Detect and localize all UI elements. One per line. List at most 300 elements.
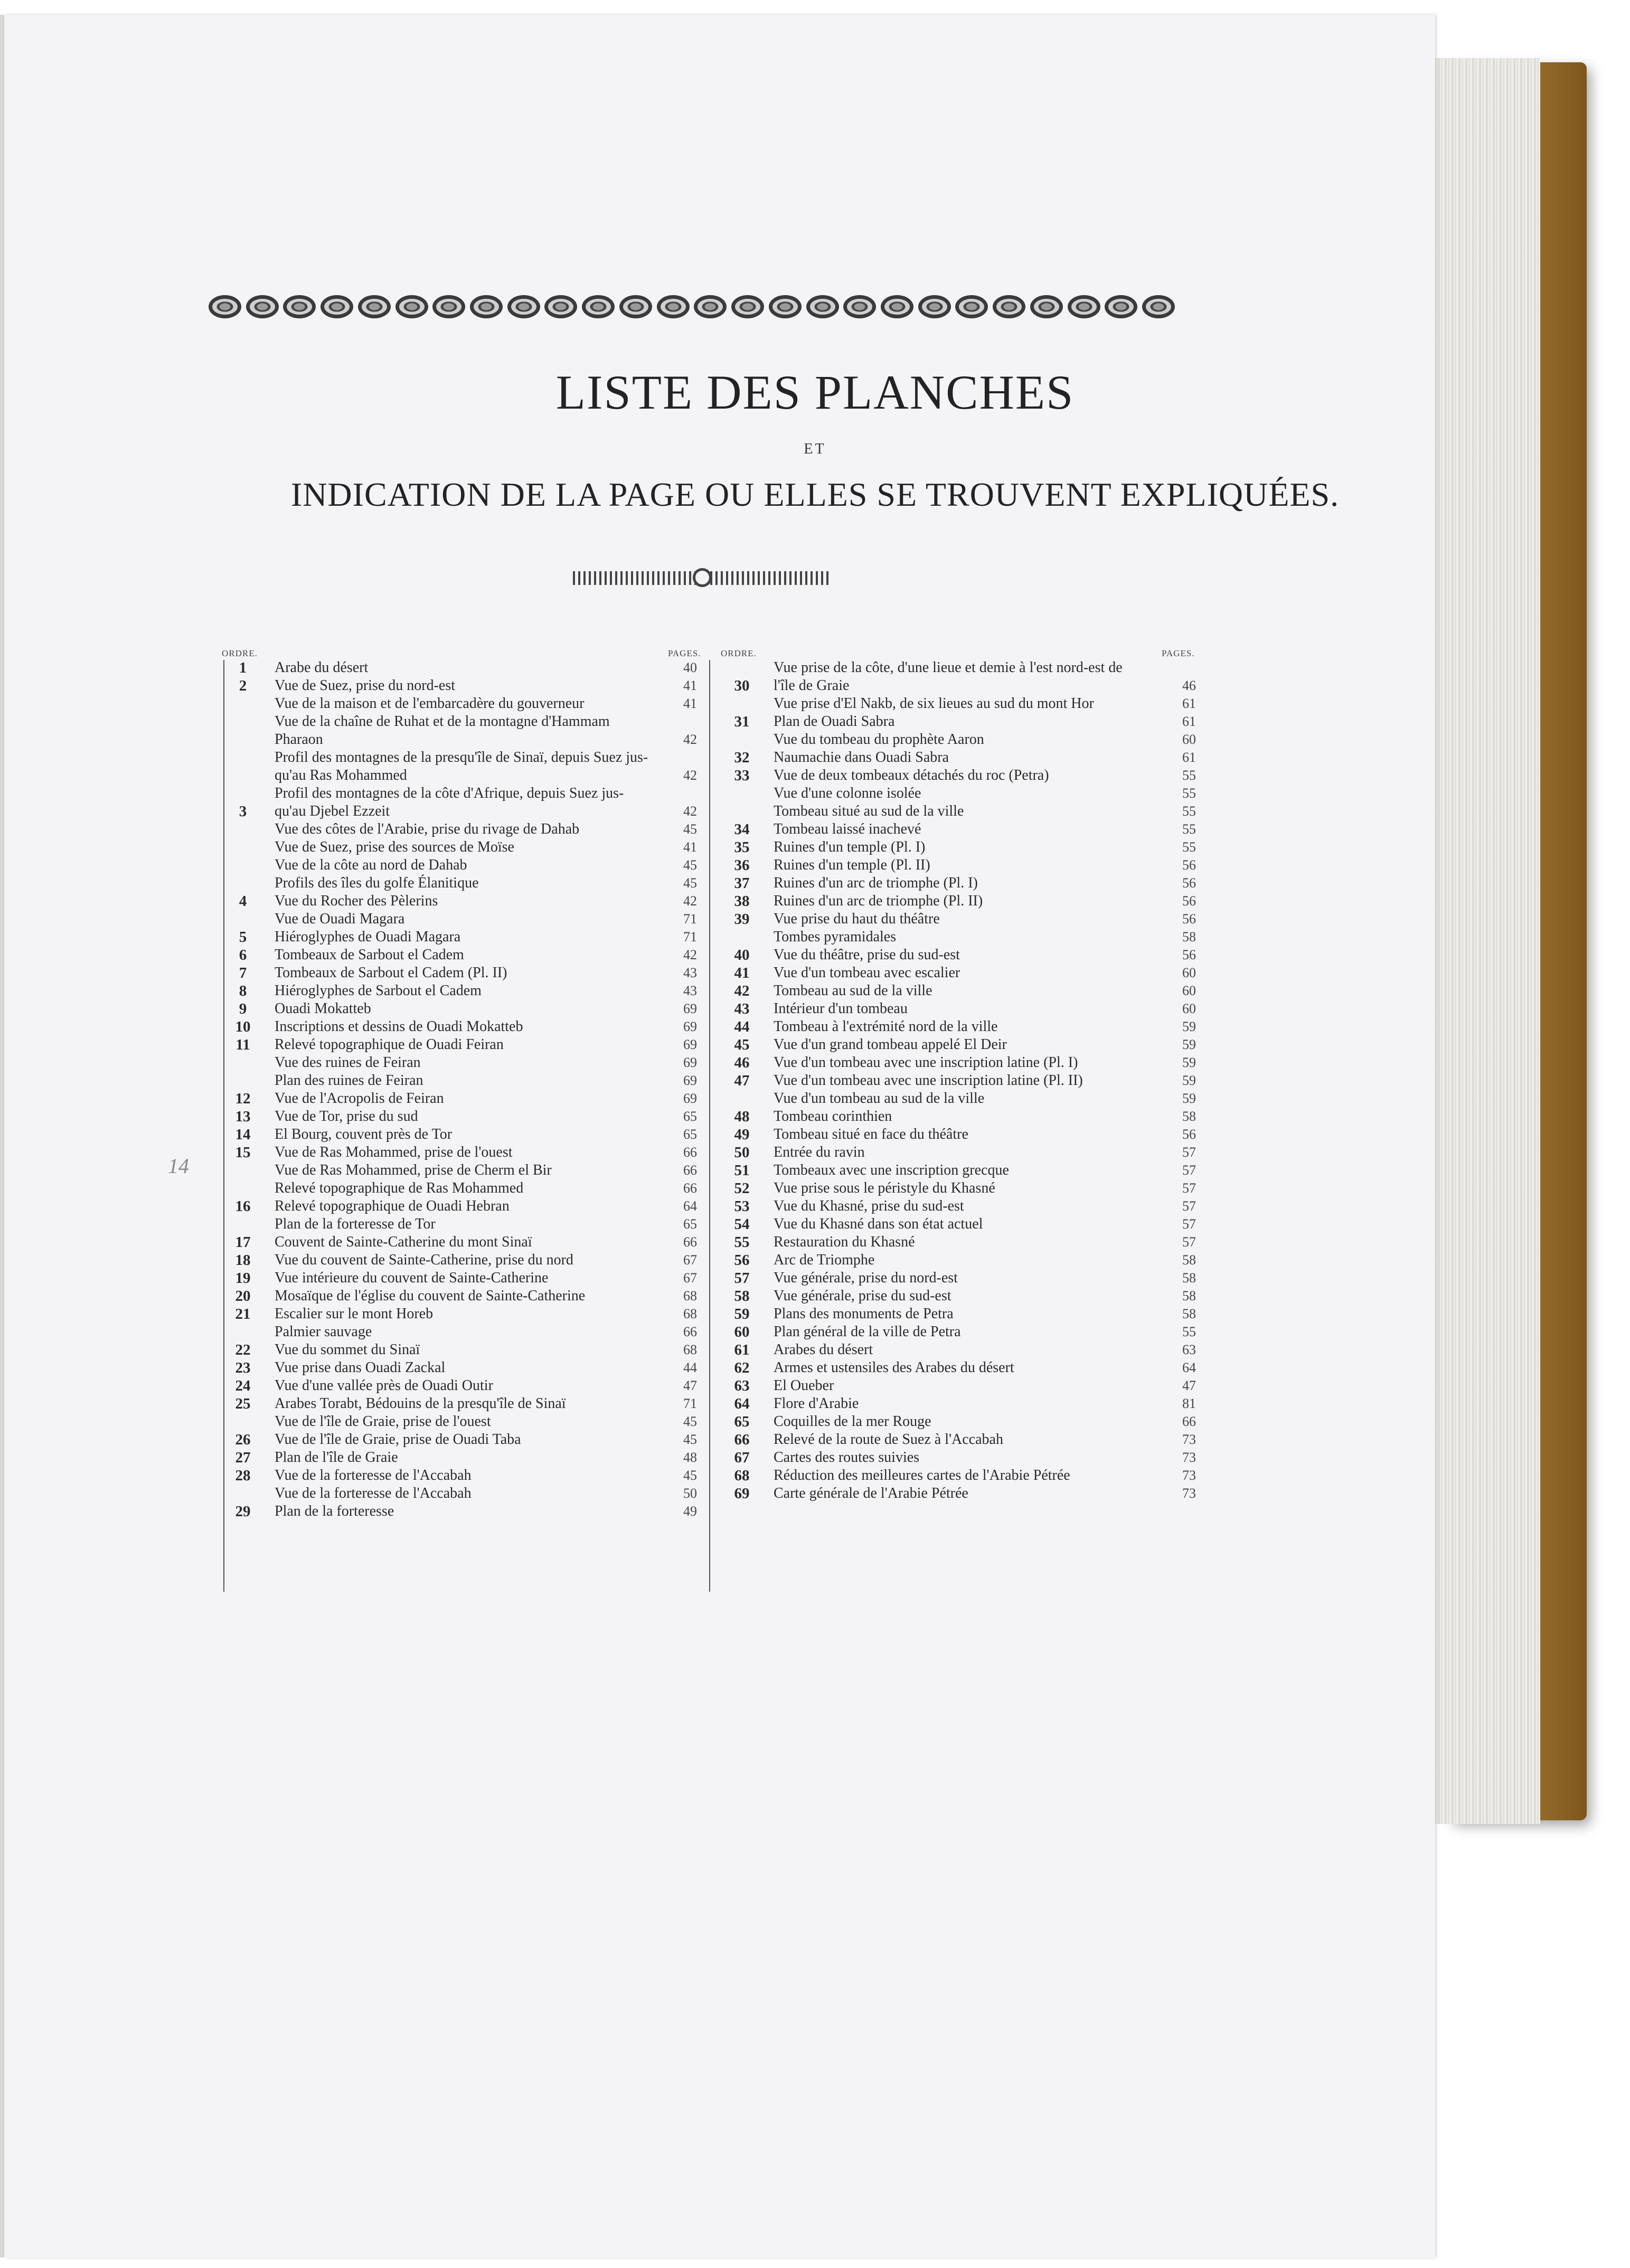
plate-description: Vue prise dans Ouadi Zackal [275,1359,446,1376]
plate-description: Ruines d'un temple (Pl. II) [774,857,930,873]
plate-description: Plan de la forteresse [275,1503,394,1519]
plate-list-row [222,1502,697,1520]
plate-list-row [222,874,697,892]
plate-number: 6 [239,947,247,963]
plate-list-row [222,1108,697,1126]
plate-description: Vue de Ouadi Magara [275,911,405,927]
plate-list-row [721,964,1196,982]
plate-number [721,928,763,946]
plate-list-row [222,713,697,731]
plate-page-number: 64 [1182,1360,1196,1375]
plate-list-row [222,1269,697,1287]
plate-list-row [222,1036,697,1054]
plate-list-row [721,892,1196,910]
plate-description: Vue d'un tombeau avec une inscription latine (Pl. II) [774,1072,1083,1089]
plate-page-number: 73 [1182,1432,1196,1447]
plate-description: Plan de la forteresse de Tor [275,1216,436,1232]
plate-number: 17 [235,1234,251,1251]
plate-list-row [721,1287,1196,1305]
plate-page-number: 73 [1182,1486,1196,1501]
plate-page-number: 40 [683,660,697,675]
plate-number: 49 [734,1126,750,1143]
plate-page-number [1166,659,1196,677]
plate-description: Vue d'un grand tombeau appelé El Deir [774,1036,1007,1053]
plate-list-row [222,1215,697,1233]
left-pages-header: PAGES. [668,648,701,658]
plate-number: 21 [235,1306,251,1322]
plate-page-number: 56 [1182,947,1196,962]
plate-description: Vue prise du haut du théâtre [774,911,940,927]
plate-description: Vue des côtes de l'Arabie, prise du rivage de Dahab [275,821,580,837]
plate-description: Vue de deux tombeaux détachés du roc (Petra) [774,767,1049,783]
plate-list-row [721,695,1196,713]
plate-page-number: 66 [683,1324,697,1339]
plate-page-number: 59 [1182,1037,1196,1052]
plate-list-row [222,695,697,713]
plate-page-number: 42 [683,893,697,909]
plate-list-row [721,1233,1196,1251]
plate-page-number: 58 [1182,1288,1196,1303]
plate-list-row [222,892,697,910]
plate-description: Vue d'une vallée près de Ouadi Outir [275,1377,493,1394]
plate-number: 32 [734,749,750,766]
plate-page-number: 66 [1182,1414,1196,1429]
plate-page-number: 42 [683,732,697,747]
plate-description: Relevé topographique de Ras Mohammed [275,1180,524,1196]
plate-number: 68 [734,1467,750,1484]
plate-list-row [222,1431,697,1449]
plate-page-number: 45 [683,875,697,891]
plate-number: 9 [239,1000,247,1017]
plate-list-row [222,1395,697,1413]
plate-page-number: 69 [683,1091,697,1106]
plate-list-row [721,946,1196,964]
plate-page-number: 68 [683,1288,697,1303]
plate-description: Vue du Rocher des Pèlerins [275,893,438,909]
plate-number: 35 [734,839,750,856]
plate-page-number: 44 [683,1360,697,1375]
plate-page-number: 45 [683,857,697,873]
plate-description: Tombeau situé en face du théâtre [774,1126,968,1142]
plate-description: Tombes pyramidales [774,929,897,945]
plate-number: 11 [235,1036,250,1053]
plate-description: Vue de l'Acropolis de Feiran [275,1090,444,1107]
plate-description: Tombeaux de Sarbout el Cadem [275,947,464,963]
left-ordre-header: ORDRE. [222,648,258,658]
plate-number: 13 [235,1108,251,1125]
plate-number: 23 [235,1359,251,1376]
plate-page-number: 73 [1182,1468,1196,1483]
plate-description: El Bourg, couvent près de Tor [275,1126,453,1142]
plate-list-row [721,1251,1196,1269]
plate-description: Vue du couvent de Sainte-Catherine, prise du nord [275,1252,573,1268]
plate-page-number: 60 [1182,732,1196,747]
plate-list-row [222,1090,697,1108]
plate-page-number: 55 [1182,804,1196,819]
plate-number: 65 [734,1413,750,1430]
plate-number: 61 [734,1341,750,1358]
plate-number [222,749,264,767]
plate-description: Vue de Tor, prise du sud [275,1108,418,1124]
plate-number: 44 [734,1018,750,1035]
plate-list-row [721,713,1196,731]
plate-number: 7 [239,965,247,981]
plate-list-row [222,1449,697,1467]
margin-pencil-note: 14 [168,1154,189,1178]
plate-list-row [222,1341,697,1359]
plate-list-row [222,1467,697,1485]
plate-list-row [721,1485,1196,1502]
plate-page-number: 41 [683,696,697,711]
plate-number: 60 [734,1324,750,1340]
plate-list-row [721,1161,1196,1179]
plate-page-number [667,749,697,767]
plate-list-row [222,1305,697,1323]
plate-description: Profil des montagnes de la côte d'Afrique, depuis Suez jus- [275,785,624,801]
plate-list-row [721,731,1196,749]
plate-description: Plan général de la ville de Petra [774,1324,961,1340]
plate-page-number: 66 [683,1145,697,1160]
plate-description: Inscriptions et dessins de Ouadi Mokatteb [275,1018,523,1035]
plate-number: 15 [235,1144,251,1161]
plate-list-row [222,677,697,695]
plate-list-row [222,1018,697,1036]
plate-description: Tombeau au sud de la ville [774,982,932,999]
page-title: LISTE DES PLANCHES [555,365,1075,419]
plate-description: Vue de l'île de Graie, prise de l'ouest [275,1413,491,1430]
plate-list-row [721,928,1196,946]
plate-list-row [721,1269,1196,1287]
plate-list-row [721,874,1196,892]
plate-number: 47 [734,1072,750,1089]
plate-description: Vue du tombeau du prophète Aaron [774,731,984,748]
plate-number [222,1054,264,1072]
plate-number [222,1072,264,1090]
plate-number: 54 [734,1216,750,1233]
plate-list-row [721,1179,1196,1197]
plate-number: 62 [734,1359,750,1376]
plate-list-row [222,767,697,785]
plate-list-row [721,1431,1196,1449]
plate-number: 1 [239,659,247,676]
plate-description: Profils des îles du golfe Élanitique [275,875,479,891]
plate-number: 39 [734,911,750,928]
plate-description: El Oueber [774,1377,834,1394]
plate-page-number: 65 [683,1109,697,1124]
page-subtitle: INDICATION DE LA PAGE OU ELLES SE TROUVENT EXPLIQUÉES. [290,476,1340,513]
plate-page-number: 67 [683,1252,697,1268]
plate-list-row [721,1197,1196,1215]
plate-description: Vue de Ras Mohammed, prise de l'ouest [275,1144,513,1160]
plate-page-number: 57 [1182,1145,1196,1160]
plate-number: 43 [734,1000,750,1017]
plate-description: Vue de Suez, prise des sources de Moïse [275,839,514,855]
plate-list-row [222,785,697,802]
plate-list-row [721,1090,1196,1108]
plate-number [721,1090,763,1108]
plate-description: Vue de l'île de Graie, prise de Ouadi Taba [275,1431,521,1448]
plate-number [222,785,264,802]
plate-page-number: 63 [1182,1342,1196,1357]
plate-list-row [721,802,1196,820]
plate-page-number: 60 [1182,965,1196,980]
plate-description: Vue du théâtre, prise du sud-est [774,947,960,963]
plate-description: Arc de Triomphe [774,1252,875,1268]
plate-list-row [222,731,697,749]
plate-description: Armes et ustensiles des Arabes du désert [774,1359,1014,1376]
plate-number: 56 [734,1252,750,1269]
plate-number: 25 [235,1395,251,1412]
plate-description: Relevé topographique de Ouadi Hebran [275,1198,510,1214]
plate-number: 36 [734,857,750,874]
plate-page-number: 68 [683,1342,697,1357]
plate-number [721,659,763,677]
plate-page-number: 45 [683,1414,697,1429]
plate-description: Relevé topographique de Ouadi Feiran [275,1036,504,1053]
plate-page-number: 68 [683,1306,697,1321]
plate-description: Ruines d'un arc de triomphe (Pl. II) [774,893,983,909]
plate-number [222,1179,264,1197]
small-ornament-rule [573,571,832,585]
plate-description: Palmier sauvage [275,1324,372,1340]
plate-description: Vue de Suez, prise du nord-est [275,677,456,694]
plate-number: 22 [235,1341,251,1358]
plate-list-row [222,928,697,946]
plate-list-row [721,1108,1196,1126]
plate-page-number: 55 [1182,1324,1196,1339]
plate-number: 12 [235,1090,251,1107]
plate-number: 50 [734,1144,750,1161]
plate-page-number: 49 [683,1504,697,1519]
plate-page-number: 61 [1182,714,1196,729]
plate-number [222,1323,264,1341]
plate-description: Arabe du désert [275,659,369,676]
plate-list-row [222,1072,697,1090]
plate-description: Vue d'un tombeau au sud de la ville [774,1090,985,1107]
plate-number [222,1215,264,1233]
plate-page-number: 45 [683,1432,697,1447]
plate-description: Tombeaux avec une inscription grecque [774,1162,1009,1178]
plate-list-row [721,1036,1196,1054]
plate-number [222,1485,264,1502]
plate-page-number: 60 [1182,1001,1196,1016]
page-stack-edges [1426,58,1540,1824]
plate-description: Vue d'un tombeau avec une inscription latine (Pl. I) [774,1054,1078,1071]
plate-page-number: 56 [1182,911,1196,927]
plate-list-row [222,1144,697,1161]
plate-number: 58 [734,1288,750,1305]
plate-description: Vue du Khasné dans son état actuel [774,1216,983,1232]
plate-page-number: 43 [683,965,697,980]
page-sheet [4,15,1435,2257]
plate-number [222,695,264,713]
plate-page-number: 46 [1182,678,1196,693]
plate-page-number: 66 [683,1180,697,1196]
plate-number [222,713,264,731]
plate-number: 69 [734,1485,750,1502]
plate-list-row [721,1018,1196,1036]
plate-page-number: 47 [1182,1378,1196,1393]
plate-page-number: 59 [1182,1073,1196,1088]
plate-number: 33 [734,767,750,784]
plate-number: 29 [235,1503,251,1520]
plate-number: 64 [734,1395,750,1412]
plate-description: Hiéroglyphes de Sarbout el Cadem [275,982,482,999]
top-ornament-band [209,287,1175,327]
plate-number: 5 [239,929,247,946]
plate-description: Naumachie dans Ouadi Sabra [774,749,949,766]
plate-page-number: 73 [1182,1450,1196,1465]
plate-number [721,695,763,713]
plate-list-row [222,1251,697,1269]
plate-number: 19 [235,1270,251,1287]
plate-list-row [222,659,697,677]
plate-description: Mosaïque de l'église du couvent de Sainte-Catherine [275,1288,586,1304]
plate-list-row [721,1377,1196,1395]
plate-description: Hiéroglyphes de Ouadi Magara [275,929,461,945]
plate-page-number: 69 [683,1055,697,1070]
plate-description: Relevé de la route de Suez à l'Accabah [774,1431,1003,1448]
plate-page-number: 58 [1182,1306,1196,1321]
plate-number: 42 [734,982,750,999]
plate-number: 18 [235,1252,251,1269]
plate-list-row [721,1467,1196,1485]
plate-page-number: 57 [1182,1198,1196,1214]
plate-page-number: 56 [1182,875,1196,891]
plate-description: Ruines d'un temple (Pl. I) [774,839,926,855]
plate-number: 34 [734,821,750,838]
plate-page-number: 50 [683,1486,697,1501]
plate-list-row [222,749,697,767]
plate-page-number: 69 [683,1073,697,1088]
plate-description: Vue prise d'El Nakb, de six lieues au sud du mont Hor [774,695,1094,712]
plate-description: Plan des ruines de Feiran [275,1072,423,1089]
plate-description: Vue d'un tombeau avec escalier [774,965,960,981]
plate-number [222,820,264,838]
plate-number: 27 [235,1449,251,1466]
plate-page-number: 59 [1182,1055,1196,1070]
plate-list-row [721,856,1196,874]
plate-description: Vue de la forteresse de l'Accabah [275,1485,472,1501]
plate-description: Vue de Ras Mohammed, prise de Cherm el Bir [275,1162,552,1178]
plate-number: 46 [734,1054,750,1071]
plate-description: Vue prise sous le péristyle du Khasné [774,1180,995,1196]
plate-page-number: 43 [683,983,697,998]
plate-number: 10 [235,1018,251,1035]
plate-description: Vue générale, prise du sud-est [774,1288,951,1304]
plate-page-number: 48 [683,1450,697,1465]
plate-page-number: 58 [1182,929,1196,944]
plate-page-number: 57 [1182,1234,1196,1250]
plate-list-row [721,749,1196,767]
plate-page-number: 41 [683,678,697,693]
plate-number: 31 [734,713,750,730]
plate-number [222,910,264,928]
plate-list-row [222,1359,697,1377]
plate-list-row [721,1413,1196,1431]
plate-number: 66 [734,1431,750,1448]
plate-number: 55 [734,1234,750,1251]
plate-number: 24 [235,1377,251,1394]
plate-list-row [721,1323,1196,1341]
plate-list-row [222,856,697,874]
plate-description: Coquilles de la mer Rouge [774,1413,931,1430]
plate-number: 20 [235,1288,251,1305]
plate-number [222,1161,264,1179]
plate-number [222,767,264,785]
plate-list-row [721,1305,1196,1323]
plate-description: Vue du sommet du Sinaï [275,1341,420,1358]
plate-page-number: 81 [1182,1396,1196,1411]
plate-description: Entrée du ravin [774,1144,865,1160]
plate-page-number: 57 [1182,1163,1196,1178]
plate-list-row [222,1233,697,1251]
plate-number: 30 [734,677,750,694]
plate-description: Escalier sur le mont Horeb [275,1306,434,1322]
plate-description: Vue prise de la côte, d'une lieue et demie à l'est nord-est de [774,659,1123,676]
plate-list-row [222,910,697,928]
plate-page-number: 58 [1182,1270,1196,1286]
plate-number: 53 [734,1198,750,1215]
plate-page-number: 55 [1182,839,1196,855]
plate-page-number: 42 [683,947,697,962]
plate-page-number: 60 [1182,983,1196,998]
plate-number: 28 [235,1467,251,1484]
plate-page-number: 71 [683,929,697,944]
plate-page-number: 61 [1182,696,1196,711]
plate-description: Vue générale, prise du nord-est [774,1270,958,1286]
plate-page-number: 61 [1182,750,1196,765]
plate-description: Intérieur d'un tombeau [774,1000,908,1017]
center-rule [709,660,710,1592]
plate-description: Tombeau à l'extrémité nord de la ville [774,1018,998,1035]
plate-page-number: 56 [1182,893,1196,909]
plate-list-row [721,910,1196,928]
plate-number [222,856,264,874]
plate-page-number [667,713,697,731]
plate-number: 67 [734,1449,750,1466]
plate-description: qu'au Djebel Ezzeit [275,803,390,819]
plate-description: Plan de l'île de Graie [275,1449,398,1466]
plate-list-row [721,1126,1196,1144]
plate-list-row [222,838,697,856]
plate-list-row [721,1072,1196,1090]
plate-number: 41 [734,965,750,981]
plate-description: Tombeau corinthien [774,1108,892,1124]
plate-number: 8 [239,982,247,999]
plate-list-row [222,1377,697,1395]
left-plate-list [222,659,697,1520]
plate-page-number: 66 [683,1163,697,1178]
plate-list-row [721,677,1196,695]
plate-number [721,802,763,820]
plate-description: Plans des monuments de Petra [774,1306,954,1322]
plate-list-row [222,802,697,820]
plate-description: Vue de la chaîne de Ruhat et de la montagne d'Hammam [275,713,610,730]
plate-description: Plan de Ouadi Sabra [774,713,895,730]
plate-description: Réduction des meilleures cartes de l'Arabie Pétrée [774,1467,1070,1483]
plate-list-row [222,982,697,1000]
plate-list-row [222,946,697,964]
plate-number [222,1413,264,1431]
plate-number: 2 [239,677,247,694]
plate-list-row [721,1054,1196,1072]
plate-number: 37 [734,875,750,892]
plate-list-row [721,820,1196,838]
plate-list-row [721,982,1196,1000]
plate-description: Arabes Torabt, Bédouins de la presqu'île de Sinaï [275,1395,566,1412]
plate-page-number [667,785,697,802]
